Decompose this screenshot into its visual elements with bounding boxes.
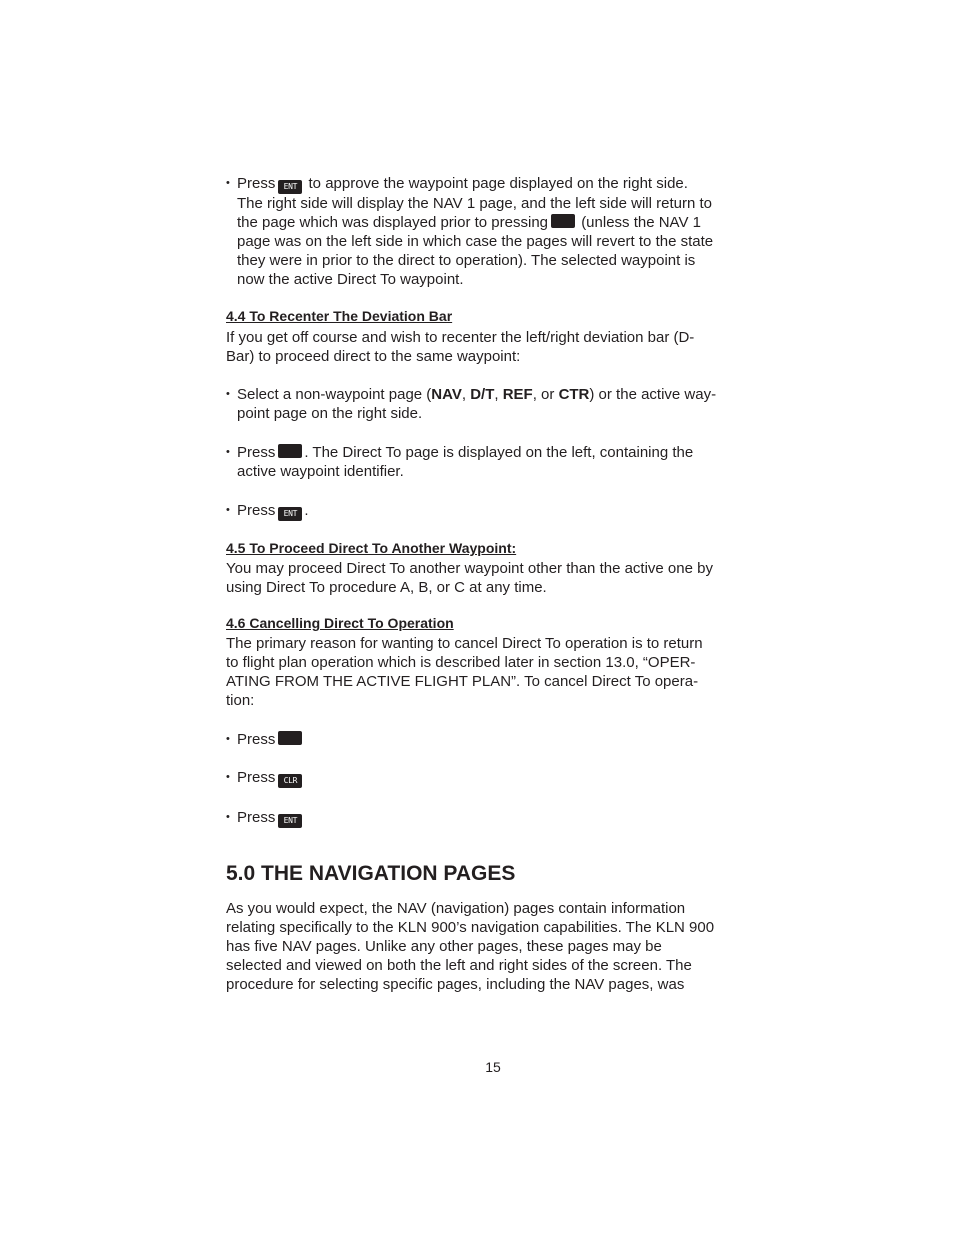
bullet-press-ent: [226, 501, 742, 521]
bullet-press-ent-approve: [226, 174, 742, 289]
press-text: Press: [237, 502, 276, 519]
press-text: Press: [237, 769, 276, 786]
chapter-heading-5-0: 5.0 THE NAVIGATION PAGES: [226, 862, 516, 885]
separator: ,: [494, 386, 503, 403]
direct-to-key-icon: [551, 214, 575, 228]
manual-page: [226, 174, 742, 994]
ent-key-icon: ENT: [278, 507, 302, 521]
bullet-press-clr: [226, 768, 742, 788]
bullet-text: page was on the left side in which case the pages will revert to the state: [237, 233, 714, 250]
separator: , or: [532, 386, 559, 403]
paragraph-line: tion:: [226, 692, 255, 709]
section-heading-4-5: 4.5 To Proceed Direct To Another Waypoint:: [226, 540, 517, 556]
direct-to-key-icon: [278, 444, 302, 458]
paragraph-line: You may proceed Direct To another waypoint other than the active one by: [226, 560, 713, 577]
paragraph-line: procedure for selecting specific pages, including the NAV pages, was: [226, 976, 685, 993]
paragraph-line: selected and viewed on both the left and right sides of the screen. The: [226, 957, 692, 974]
paragraph-line: has five NAV pages. Unlike any other pages, these pages may be: [226, 938, 662, 955]
paragraph-line: using Direct To procedure A, B, or C at any time.: [226, 579, 547, 596]
clr-key-icon: CLR: [278, 774, 302, 788]
paragraph-line: ATING FROM THE ACTIVE FLIGHT PLAN”. To cancel Direct To opera-: [226, 673, 699, 690]
bullet-text: they were in prior to the direct to operation). The selected waypoint is: [237, 252, 696, 269]
paragraph-line: If you get off course and wish to recenter the left/right deviation bar (D-: [226, 329, 695, 346]
bullet-text: ) or the active way-: [589, 386, 717, 403]
bullet-text: now the active Direct To waypoint.: [237, 271, 464, 288]
ref-label: REF: [502, 386, 533, 403]
page-number: 15: [485, 1059, 501, 1075]
paragraph-line: The primary reason for wanting to cancel Direct To operation is to return: [226, 635, 703, 652]
press-text: Press: [237, 809, 276, 826]
bullet-text: The right side will display the NAV 1 page, and the left side will return to: [237, 195, 712, 212]
bullet-text: Select a non-waypoint page (: [237, 386, 432, 403]
paragraph-line: Bar) to proceed direct to the same waypoint:: [226, 348, 521, 365]
bullet-text: the page which was displayed prior to pressing: [237, 214, 549, 231]
bullet-press-direct-to-cancel: [226, 730, 742, 749]
separator: ,: [461, 386, 471, 403]
separator: .: [304, 502, 309, 519]
section-heading-4-4: 4.4 To Recenter The Deviation Bar: [226, 308, 453, 324]
ent-key-icon: ENT: [278, 180, 302, 194]
bullet-text: active waypoint identifier.: [237, 463, 404, 480]
ctr-label: CTR: [558, 386, 590, 403]
direct-to-key-icon: [278, 731, 302, 745]
section-heading-4-6: 4.6 Cancelling Direct To Operation: [226, 615, 454, 631]
press-text: Press: [237, 731, 276, 748]
bullet-text: . The Direct To page is displayed on the left, containing the: [304, 444, 694, 461]
nav-label: NAV: [431, 386, 462, 403]
bullet-select-page: [226, 385, 742, 423]
paragraph-line: As you would expect, the NAV (navigation) pages contain information: [226, 900, 686, 917]
ent-key-icon: ENT: [278, 814, 302, 828]
bullet-press-direct-to: [226, 443, 742, 481]
bullet-text: to approve the waypoint page displayed on the right side.: [308, 175, 688, 192]
bullet-text: (unless the NAV 1: [581, 214, 701, 231]
bullet-press-ent-cancel: [226, 808, 742, 828]
press-text: Press: [237, 175, 276, 192]
paragraph-line: relating specifically to the KLN 900’s navigation capabilities. The KLN 900: [226, 919, 715, 936]
paragraph: [226, 899, 742, 994]
paragraph-line: to flight plan operation which is described later in section 13.0, “OPER-: [226, 654, 696, 671]
press-text: Press: [237, 444, 276, 461]
dt-label: D/T: [470, 386, 495, 403]
bullet-text: point page on the right side.: [237, 405, 423, 422]
